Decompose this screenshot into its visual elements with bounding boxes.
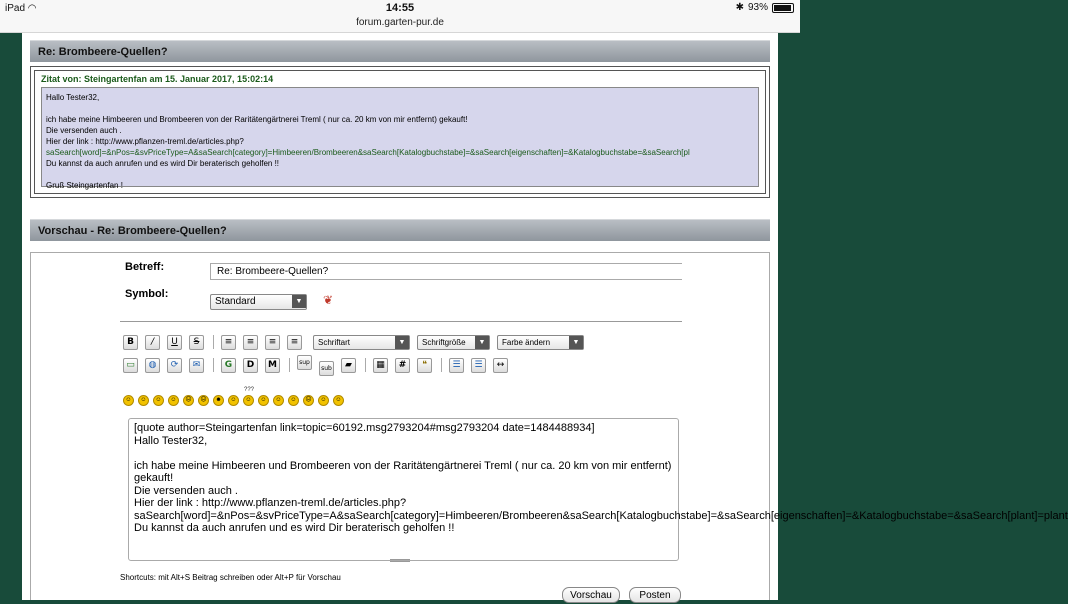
font-size-select[interactable]: Schriftgröße ▼ [417,335,490,350]
italic-button[interactable]: / [145,335,160,350]
smiley-icon[interactable]: ☺ [123,395,134,406]
subject-input[interactable]: Re: Brombeere-Quellen? [210,263,682,280]
subscript-button[interactable]: sub [319,361,334,376]
chevron-down-icon: ▼ [475,336,489,349]
align-justify-button[interactable]: ≡ [287,335,302,350]
bold-button[interactable]: B [123,335,138,350]
chevron-down-icon: ▼ [292,295,306,308]
wikipedia-button[interactable]: D [243,358,258,373]
quote-line [46,169,754,180]
post-form [30,252,1068,601]
font-select[interactable]: Schriftart ▼ [313,335,410,350]
quote-line: Gruß Steingartenfan ! [46,181,123,190]
email-button[interactable]: ✉ [189,358,204,373]
preview-section-title: Vorschau - Re: Brombeere-Quellen? [30,219,770,241]
clock: 14:55 [385,2,415,14]
quote-line: Hallo Tester32, [46,93,100,102]
battery-icon [772,3,794,13]
strikethrough-button[interactable]: S [189,335,204,350]
resize-handle[interactable] [390,559,410,562]
divider [120,321,682,322]
shortcuts-hint: Shortcuts: mit Alt+S Beitrag schreiben oder Alt+P für Vorschau [120,573,341,582]
preview-button[interactable]: Vorschau [562,587,620,603]
table-button[interactable]: ▦ [373,358,388,373]
smiley-icon[interactable]: ☹ [303,395,314,406]
toolbar-separator [289,358,290,372]
forum-page [22,33,1068,601]
smiley-icon[interactable]: ☺ [258,395,269,406]
quote-line: ich habe meine Himbeeren und Brombeeren von der Raritätengärtnerei Treml ( nur ca. 20 km von mir entfernt) gekauft! [46,115,468,124]
ios-status-bar [0,0,800,33]
smiley-icon[interactable]: ☺ [288,395,299,406]
smiley-icon[interactable]: ☺ [138,395,149,406]
smiley-icon[interactable]: ☺ [168,395,179,406]
toolbar-separator [213,358,214,372]
underline-button[interactable]: U [167,335,182,350]
teletype-button[interactable]: ▰ [341,358,356,373]
wifi-icon: ◠ [27,3,37,14]
quote-body [41,87,759,190]
quote-link-line[interactable]: saSearch[word]=&nPos=&svPriceType=A&saSearch[category]=Himbeeren/Brombeeren&saSearch[Katalogbuchstabe]=&saSearch[eigenschaften]=&Katalogbuchstabe=&saSearch[pl [46,148,690,157]
smiley-icon[interactable]: ☹ [183,395,194,406]
smiley-icon[interactable]: ☺ [243,395,254,406]
quote-container [30,66,770,198]
subject-label: Betreff: [125,261,165,273]
superscript-button[interactable]: sup [297,355,312,370]
marker-button[interactable]: M [265,358,280,373]
smiley-question-marks: ??? [244,387,255,393]
chevron-down-icon: ▼ [569,336,583,349]
toolbar-separator [365,358,366,372]
smiley-icon[interactable]: ☺ [318,395,329,406]
butterfly-icon: ❦ [323,293,334,307]
bullet-list-button[interactable]: ☰ [449,358,464,373]
align-center-button[interactable]: ≡ [243,335,258,350]
numbered-list-button[interactable]: ☰ [471,358,486,373]
status-right [736,2,794,13]
quote-header: Zitat von: Steingartenfan am 15. Januar 2017, 15:02:14 [41,74,274,84]
horizontal-rule-button[interactable]: ↔ [493,358,508,373]
quote-line [46,103,754,114]
message-textarea[interactable]: [quote author=Steingartenfan link=topic=60192.msg2793204#msg2793204 date=1484488934] Hallo Tester32, ich habe meine Himbeeren und Brombeeren von der Raritätengärtnerei Treml ( nur ca. 20 km von mir entfernt) gekauft! Die versenden auch . Hier der link : http://www.pflanzen-treml.de/articles.php? saSearch[word]=&nPos=&svPriceType=A&saSearch[category]=Himbeeren/Brombeeren&saSearch[Katalogbuchstabe]=&saSearch[eigenschaften]=&Katalogbuchstabe=&saSearch[plant]=plant Du kannst da auch anrufen und es wird Dir beraterisch geholfen !! [128,418,679,561]
battery-percent: 93% [747,2,768,13]
device-label: iPad ◠ [5,3,37,14]
google-button[interactable]: G [221,358,236,373]
hash-button[interactable]: # [395,358,410,373]
quote-line: Hier der link : http://www.pflanzen-treml.de/articles.php? [46,137,244,146]
smiley-icon[interactable]: ☺ [273,395,284,406]
ftp-link-button[interactable]: ⟳ [167,358,182,373]
smiley-icon[interactable]: ☺ [333,395,344,406]
quote-line: Die versenden auch . [46,126,122,135]
smiley-icon[interactable]: ☹ [198,395,209,406]
font-color-select[interactable]: Farbe ändern ▼ [497,335,584,350]
quote-button[interactable]: ❝ [417,358,432,373]
smiley-icon[interactable]: ☺ [153,395,164,406]
symbol-select[interactable]: Standard ▼ [210,294,307,310]
quote-line: Du kannst da auch anrufen und es wird Dir beraterisch geholfen !! [46,159,280,168]
align-right-button[interactable]: ≡ [265,335,280,350]
smiley-icon[interactable]: ☺ [228,395,239,406]
address-bar-url[interactable]: forum.garten-pur.de [356,17,444,28]
align-left-button[interactable]: ≡ [221,335,236,350]
chevron-down-icon: ▼ [395,336,409,349]
quote-section-title: Re: Brombeere-Quellen? [30,40,770,62]
image-button[interactable]: ▭ [123,358,138,373]
toolbar-separator [441,358,442,372]
globe-link-button[interactable]: ◍ [145,358,160,373]
symbol-label: Symbol: [125,288,169,300]
post-button[interactable]: Posten [629,587,681,603]
smiley-icon[interactable]: ☻ [213,395,224,406]
bluetooth-icon: ✱ [735,2,744,13]
toolbar-separator [213,335,214,349]
